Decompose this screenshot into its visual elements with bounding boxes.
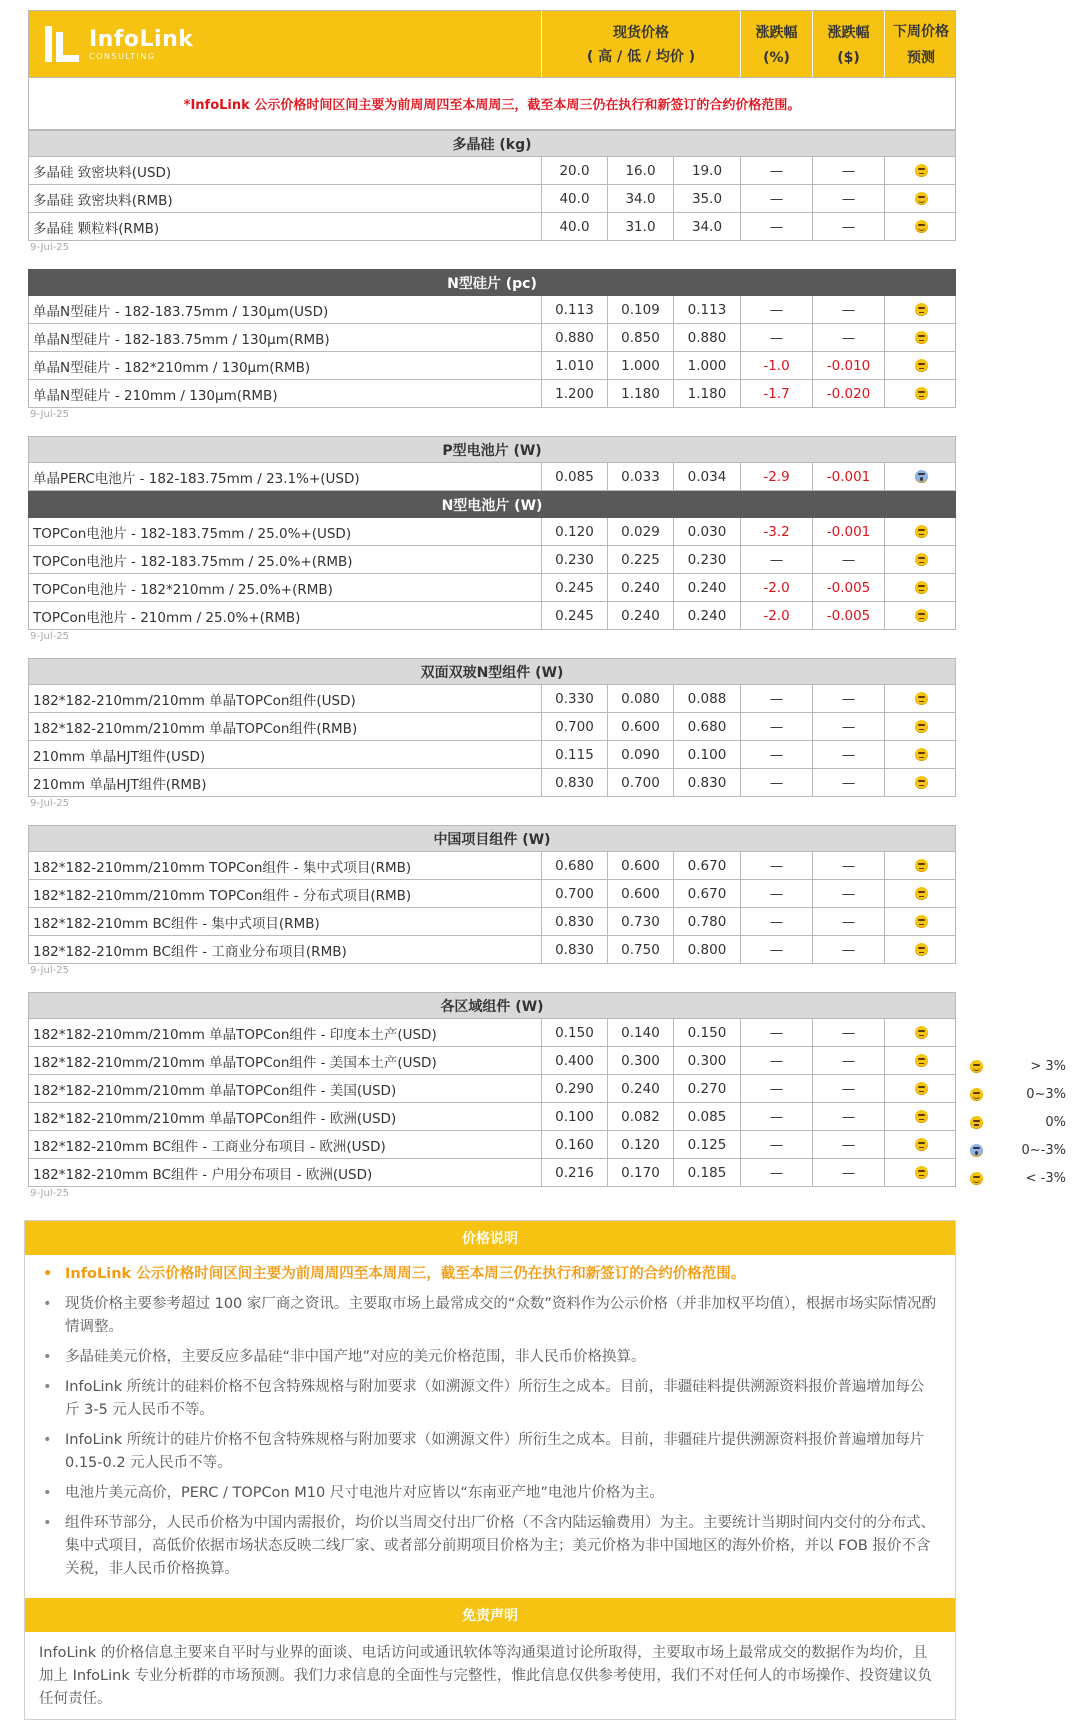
explanation-item: • InfoLink 所统计的硅片价格不包含特殊规格与附加要求（如溯源文件）所衍生之成本。目前，非疆硅片提供溯源资料报价普遍增加每片 0.15-0.2 元人民币不等。	[43, 1429, 937, 1475]
product-name: 单晶N型硅片 - 182*210mm / 130μm(RMB)	[33, 359, 311, 376]
forecast-cell	[884, 852, 957, 879]
price-high: 1.200	[541, 380, 607, 407]
table-row	[28, 463, 956, 491]
forecast-neutral-face-icon	[915, 1138, 928, 1151]
price-low: 0.029	[607, 518, 673, 545]
price-low: 0.033	[607, 463, 673, 490]
forecast-neutral-face-icon	[915, 748, 928, 761]
price-low: 0.080	[607, 685, 673, 712]
change-pct: —	[740, 157, 812, 184]
price-low: 0.240	[607, 1075, 673, 1102]
date-label: 9-Jul-25	[30, 409, 69, 420]
forecast-cell	[884, 546, 957, 573]
forecast-neutral-face-icon	[915, 1054, 928, 1067]
price-high: 20.0	[541, 157, 607, 184]
table-row	[28, 908, 956, 936]
change-pct: -2.0	[740, 602, 812, 629]
price-avg: 35.0	[673, 185, 740, 212]
price-low: 0.140	[607, 1019, 673, 1046]
product-name: 210mm 单晶HJT组件(RMB)	[33, 776, 207, 793]
table-row	[28, 685, 956, 713]
forecast-neutral-face-icon	[915, 1166, 928, 1179]
section-title: 各区域组件 (W)	[28, 992, 956, 1019]
price-avg: 0.670	[673, 880, 740, 907]
forecast-neutral-face-icon	[915, 887, 928, 900]
change-usd: —	[812, 880, 884, 907]
price-avg: 34.0	[673, 213, 740, 240]
product-name: 182*182-210mm/210mm 单晶TOPCon组件(RMB)	[33, 720, 358, 737]
price-high: 0.700	[541, 880, 607, 907]
product-name: 单晶N型硅片 - 182-183.75mm / 130μm(RMB)	[33, 331, 330, 348]
change-usd: —	[812, 546, 884, 573]
logo	[29, 11, 541, 77]
explanation-title: 价格说明	[25, 1221, 955, 1255]
price-low: 0.090	[607, 741, 673, 768]
forecast-cell	[884, 157, 957, 184]
table-row	[28, 380, 956, 408]
explanation-list	[25, 1255, 955, 1598]
product-name: 182*182-210mm/210mm TOPCon组件 - 集中式项目(RMB)	[33, 859, 412, 876]
product-name: 182*182-210mm BC组件 - 工商业分布项目 - 欧洲(USD)	[33, 1138, 386, 1155]
date-label: 9-Jul-25	[30, 1188, 69, 1199]
forecast-cell	[884, 1047, 957, 1074]
price-high: 0.100	[541, 1103, 607, 1130]
legend-item	[970, 1108, 1066, 1136]
price-high: 0.216	[541, 1159, 607, 1186]
table-row	[28, 157, 956, 185]
legend-neutral-face-icon	[970, 1116, 983, 1129]
change-usd: -0.005	[812, 602, 884, 629]
change-pct: —	[740, 713, 812, 740]
price-low: 0.240	[607, 602, 673, 629]
table-row	[28, 1103, 956, 1131]
price-avg: 0.800	[673, 936, 740, 963]
change-usd: —	[812, 852, 884, 879]
forecast-neutral-face-icon	[915, 915, 928, 928]
forecast-cell	[884, 713, 957, 740]
product-name: 182*182-210mm/210mm 单晶TOPCon组件 - 美国(USD)	[33, 1082, 397, 1099]
forecast-neutral-face-icon	[915, 303, 928, 316]
change-pct: —	[740, 296, 812, 323]
section-title: 双面双玻N型组件 (W)	[28, 658, 956, 685]
change-pct: —	[740, 685, 812, 712]
price-high: 0.115	[541, 741, 607, 768]
change-usd: —	[812, 936, 884, 963]
price-avg: 0.030	[673, 518, 740, 545]
forecast-cell	[884, 936, 957, 963]
disclaimer-text: InfoLink 的价格信息主要来自平时与业界的面谈、电话访问或通讯软体等沟通渠道讨论所取得，主要取市场上最常成交的数据作为均价，且加上 InfoLink 专业分析群的市场预测。我们力求信息的全面性与完整性，惟此信息仅供参考使用，我们不对任何人的市场操作、投资建议负任何责任。	[39, 1645, 932, 1707]
product-name: 182*182-210mm BC组件 - 集中式项目(RMB)	[33, 915, 320, 932]
table-row	[28, 1075, 956, 1103]
price-low: 0.600	[607, 880, 673, 907]
price-avg: 0.100	[673, 741, 740, 768]
product-name: 单晶N型硅片 - 210mm / 130μm(RMB)	[33, 387, 278, 404]
forecast-cell	[884, 1103, 957, 1130]
forecast-cell	[884, 185, 957, 212]
forecast-cell	[884, 574, 957, 601]
forecast-cell	[884, 213, 957, 240]
price-low: 0.300	[607, 1047, 673, 1074]
product-name: 182*182-210mm/210mm TOPCon组件 - 分布式项目(RMB)	[33, 887, 412, 904]
table-row	[28, 1019, 956, 1047]
forecast-cell	[884, 324, 957, 351]
forecast-cell	[884, 1131, 957, 1158]
legend-label: > 3%	[1030, 1058, 1066, 1074]
product-name: 多晶硅 致密块料(USD)	[33, 164, 172, 181]
change-usd: —	[812, 769, 884, 796]
change-usd: -0.005	[812, 574, 884, 601]
table-row	[28, 324, 956, 352]
change-usd: —	[812, 1019, 884, 1046]
forecast-smile-face-icon	[915, 192, 928, 205]
price-high: 0.290	[541, 1075, 607, 1102]
change-usd: -0.001	[812, 463, 884, 490]
forecast-neutral-face-icon	[915, 581, 928, 594]
price-high: 40.0	[541, 185, 607, 212]
change-pct: —	[740, 908, 812, 935]
change-pct: —	[740, 936, 812, 963]
forecast-neutral-face-icon	[915, 609, 928, 622]
price-low: 0.109	[607, 296, 673, 323]
product-name: 210mm 单晶HJT组件(USD)	[33, 748, 206, 765]
change-usd: —	[812, 685, 884, 712]
change-pct: —	[740, 741, 812, 768]
forecast-cell	[884, 1019, 957, 1046]
change-pct: -2.0	[740, 574, 812, 601]
price-low: 0.170	[607, 1159, 673, 1186]
price-high: 0.330	[541, 685, 607, 712]
product-name: 多晶硅 颗粒料(RMB)	[33, 220, 160, 237]
change-usd: —	[812, 296, 884, 323]
legend-label: 0~3%	[1026, 1086, 1066, 1102]
price-high: 0.400	[541, 1047, 607, 1074]
forecast-cell	[884, 380, 957, 407]
explanation-item: • 现货价格主要参考超过 100 家厂商之资讯。主要取市场上最常成交的“众数”资料作为公示价格（并非加权平均值），根据市场实际情况酌情调整。	[43, 1293, 937, 1339]
price-avg: 0.088	[673, 685, 740, 712]
legend-label: 0%	[1045, 1114, 1066, 1130]
forecast-neutral-face-icon	[915, 359, 928, 372]
price-low: 1.180	[607, 380, 673, 407]
change-usd: —	[812, 713, 884, 740]
notice-banner: *InfoLink 公示价格时间区间主要为前周周四至本周周三，截至本周三仍在执行和新签订的合约价格范围。	[28, 78, 956, 130]
legend-item	[970, 1080, 1066, 1108]
product-name: TOPCon电池片 - 182-183.75mm / 25.0%+(RMB)	[33, 553, 353, 570]
forecast-cell	[884, 518, 957, 545]
explanation-item: • InfoLink 所统计的硅料价格不包含特殊规格与附加要求（如溯源文件）所衍生之成本。目前，非疆硅料提供溯源资料报价普遍增加每公斤 3-5 元人民币不等。	[43, 1376, 937, 1422]
forecast-cell	[884, 741, 957, 768]
price-high: 0.150	[541, 1019, 607, 1046]
price-avg: 1.000	[673, 352, 740, 379]
change-pct: -3.2	[740, 518, 812, 545]
table-row	[28, 1131, 956, 1159]
change-pct: -1.0	[740, 352, 812, 379]
table-row	[28, 602, 956, 630]
change-pct: —	[740, 1131, 812, 1158]
forecast-neutral-face-icon	[915, 776, 928, 789]
price-avg: 0.113	[673, 296, 740, 323]
forecast-cell	[884, 1159, 957, 1186]
change-usd: -0.001	[812, 518, 884, 545]
legend-item	[970, 1164, 1066, 1192]
change-pct: —	[740, 213, 812, 240]
change-pct: -1.7	[740, 380, 812, 407]
table-row	[28, 213, 956, 241]
change-usd: —	[812, 1103, 884, 1130]
forecast-cell	[884, 602, 957, 629]
price-high: 1.010	[541, 352, 607, 379]
product-name: 多晶硅 致密块料(RMB)	[33, 192, 173, 209]
logo-brand: InfoLink	[89, 26, 194, 52]
forecast-neutral-face-icon	[915, 859, 928, 872]
date-label: 9-Jul-25	[30, 631, 69, 642]
change-usd: —	[812, 1047, 884, 1074]
forecast-neutral-face-icon	[915, 387, 928, 400]
price-high: 0.120	[541, 518, 607, 545]
legend-smile-face-icon	[970, 1172, 983, 1185]
forecast-neutral-face-icon	[915, 1082, 928, 1095]
change-pct: —	[740, 1075, 812, 1102]
forecast-scream-face-icon	[915, 470, 928, 483]
explanation-item: • InfoLink 公示价格时间区间主要为前周周四至本周周三，截至本周三仍在执行和新签订的合约价格范围。	[43, 1263, 937, 1286]
change-usd: —	[812, 1075, 884, 1102]
price-high: 0.230	[541, 546, 607, 573]
forecast-neutral-face-icon	[915, 525, 928, 538]
header-forecast: 下周价格 预测	[884, 11, 957, 77]
change-pct: —	[740, 324, 812, 351]
change-pct: —	[740, 1159, 812, 1186]
change-pct: —	[740, 880, 812, 907]
price-low: 0.120	[607, 1131, 673, 1158]
price-avg: 0.830	[673, 769, 740, 796]
section-title: N型电池片 (W)	[28, 491, 956, 518]
legend-label: < -3%	[1025, 1170, 1066, 1186]
forecast-neutral-face-icon	[915, 553, 928, 566]
change-usd: —	[812, 908, 884, 935]
change-pct: —	[740, 185, 812, 212]
change-usd: —	[812, 1131, 884, 1158]
change-pct: -2.9	[740, 463, 812, 490]
price-high: 0.160	[541, 1131, 607, 1158]
price-high: 0.245	[541, 602, 607, 629]
change-pct: —	[740, 852, 812, 879]
explanation-item: • 多晶硅美元价格，主要反应多晶硅“非中国产地”对应的美元价格范围，非人民币价格换算。	[43, 1346, 937, 1369]
change-usd: —	[812, 324, 884, 351]
change-usd: -0.020	[812, 380, 884, 407]
table-row	[28, 296, 956, 324]
price-avg: 1.180	[673, 380, 740, 407]
table-row	[28, 769, 956, 797]
table-header	[28, 10, 956, 78]
price-avg: 0.780	[673, 908, 740, 935]
price-high: 0.830	[541, 908, 607, 935]
section-title: P型电池片 (W)	[28, 436, 956, 463]
table-row	[28, 352, 956, 380]
price-avg: 0.230	[673, 546, 740, 573]
product-name: TOPCon电池片 - 210mm / 25.0%+(RMB)	[33, 609, 301, 626]
product-name: 182*182-210mm/210mm 单晶TOPCon组件 - 欧洲(USD)	[33, 1110, 397, 1127]
price-avg: 0.125	[673, 1131, 740, 1158]
forecast-cell	[884, 685, 957, 712]
legend-smile-face-icon	[970, 1060, 983, 1073]
forecast-neutral-face-icon	[915, 164, 928, 177]
price-table	[28, 10, 1080, 1215]
forecast-neutral-face-icon	[915, 692, 928, 705]
price-avg: 0.880	[673, 324, 740, 351]
change-usd: —	[812, 741, 884, 768]
price-avg: 19.0	[673, 157, 740, 184]
table-row	[28, 185, 956, 213]
table-row	[28, 518, 956, 546]
date-label: 9-Jul-25	[30, 965, 69, 976]
change-pct: —	[740, 1047, 812, 1074]
section-title: 多晶硅 (kg)	[28, 130, 956, 157]
price-high: 0.085	[541, 463, 607, 490]
forecast-neutral-face-icon	[915, 720, 928, 733]
table-row	[28, 1159, 956, 1187]
table-row	[28, 852, 956, 880]
price-low: 0.225	[607, 546, 673, 573]
price-low: 0.730	[607, 908, 673, 935]
price-low: 0.600	[607, 713, 673, 740]
price-high: 40.0	[541, 213, 607, 240]
forecast-cell	[884, 296, 957, 323]
price-avg: 0.185	[673, 1159, 740, 1186]
forecast-cell	[884, 463, 957, 490]
change-pct: —	[740, 1103, 812, 1130]
price-low: 0.850	[607, 324, 673, 351]
price-low: 0.240	[607, 574, 673, 601]
legend-label: 0~-3%	[1021, 1142, 1066, 1158]
price-low: 0.700	[607, 769, 673, 796]
price-avg: 0.680	[673, 713, 740, 740]
price-avg: 0.270	[673, 1075, 740, 1102]
section-title: 中国项目组件 (W)	[28, 825, 956, 852]
date-label: 9-Jul-25	[30, 242, 69, 253]
legend-scream-face-icon	[970, 1144, 983, 1157]
table-row	[28, 713, 956, 741]
change-pct: —	[740, 769, 812, 796]
infolink-logo-icon	[45, 26, 79, 62]
header-change-pct: 涨跌幅 (%)	[740, 11, 812, 77]
product-name: TOPCon电池片 - 182*210mm / 25.0%+(RMB)	[33, 581, 333, 598]
forecast-cell	[884, 769, 957, 796]
legend-item	[970, 1052, 1066, 1080]
price-low: 1.000	[607, 352, 673, 379]
table-row	[28, 741, 956, 769]
legend-smile-face-icon	[970, 1088, 983, 1101]
logo-sub: CONSULTING	[89, 51, 156, 61]
forecast-cell	[884, 352, 957, 379]
forecast-neutral-face-icon	[915, 331, 928, 344]
explanation-item: • 电池片美元高价，PERC / TOPCon M10 尺寸电池片对应皆以“东南亚产地”电池片价格为主。	[43, 1482, 937, 1505]
table-row	[28, 1047, 956, 1075]
change-usd: —	[812, 213, 884, 240]
price-low: 0.750	[607, 936, 673, 963]
header-spot-price: 现货价格 ( 高 / 低 / 均价 )	[541, 11, 740, 77]
price-high: 0.680	[541, 852, 607, 879]
price-avg: 0.300	[673, 1047, 740, 1074]
forecast-smile-face-icon	[915, 220, 928, 233]
price-high: 0.113	[541, 296, 607, 323]
price-high: 0.830	[541, 769, 607, 796]
forecast-cell	[884, 908, 957, 935]
change-usd: -0.010	[812, 352, 884, 379]
explanation-item: • 组件环节部分，人民币价格为中国内需报价，均价以当周交付出厂价格（不含内陆运输费用）为主。主要统计当期时间内交付的分布式、集中式项目，高低价依据市场状态反映二线厂家、或者部分前期项目价格为主；美元价格为非中国地区的海外价格，并以 FOB 报价不含关税，非人民币价格换算。	[43, 1512, 937, 1581]
price-low: 16.0	[607, 157, 673, 184]
price-avg: 0.085	[673, 1103, 740, 1130]
product-name: 182*182-210mm/210mm 单晶TOPCon组件 - 印度本土产(USD)	[33, 1026, 437, 1043]
forecast-cell	[884, 1075, 957, 1102]
change-pct: —	[740, 546, 812, 573]
price-avg: 0.240	[673, 602, 740, 629]
change-usd: —	[812, 185, 884, 212]
table-row	[28, 880, 956, 908]
legend-item	[970, 1136, 1066, 1164]
change-usd: —	[812, 157, 884, 184]
price-low: 34.0	[607, 185, 673, 212]
forecast-legend	[970, 1052, 1066, 1192]
price-avg: 0.150	[673, 1019, 740, 1046]
price-avg: 0.240	[673, 574, 740, 601]
price-avg: 0.034	[673, 463, 740, 490]
section-title: N型硅片 (pc)	[28, 269, 956, 296]
forecast-cell	[884, 880, 957, 907]
price-high: 0.245	[541, 574, 607, 601]
product-name: 单晶PERC电池片 - 182-183.75mm / 23.1%+(USD)	[33, 470, 360, 487]
price-high: 0.880	[541, 324, 607, 351]
change-pct: —	[740, 1019, 812, 1046]
product-name: 182*182-210mm/210mm 单晶TOPCon组件(USD)	[33, 692, 356, 709]
price-avg: 0.670	[673, 852, 740, 879]
change-usd: —	[812, 1159, 884, 1186]
product-name: 单晶N型硅片 - 182-183.75mm / 130μm(USD)	[33, 303, 329, 320]
price-high: 0.830	[541, 936, 607, 963]
forecast-neutral-face-icon	[915, 1026, 928, 1039]
table-row	[28, 546, 956, 574]
price-low: 0.600	[607, 852, 673, 879]
date-label: 9-Jul-25	[30, 798, 69, 809]
price-low: 31.0	[607, 213, 673, 240]
product-name: 182*182-210mm BC组件 - 工商业分布项目(RMB)	[33, 943, 347, 960]
price-low: 0.082	[607, 1103, 673, 1130]
forecast-neutral-face-icon	[915, 1110, 928, 1123]
header-change-usd: 涨跌幅 ($)	[812, 11, 884, 77]
price-high: 0.700	[541, 713, 607, 740]
disclaimer-title: 免责声明	[25, 1598, 955, 1632]
table-row	[28, 574, 956, 602]
product-name: 182*182-210mm/210mm 单晶TOPCon组件 - 美国本土产(USD)	[33, 1054, 437, 1071]
table-row	[28, 936, 956, 964]
product-name: 182*182-210mm BC组件 - 户用分布项目 - 欧洲(USD)	[33, 1166, 373, 1183]
product-name: TOPCon电池片 - 182-183.75mm / 25.0%+(USD)	[33, 525, 352, 542]
explanation-box	[24, 1220, 956, 1720]
forecast-neutral-face-icon	[915, 943, 928, 956]
